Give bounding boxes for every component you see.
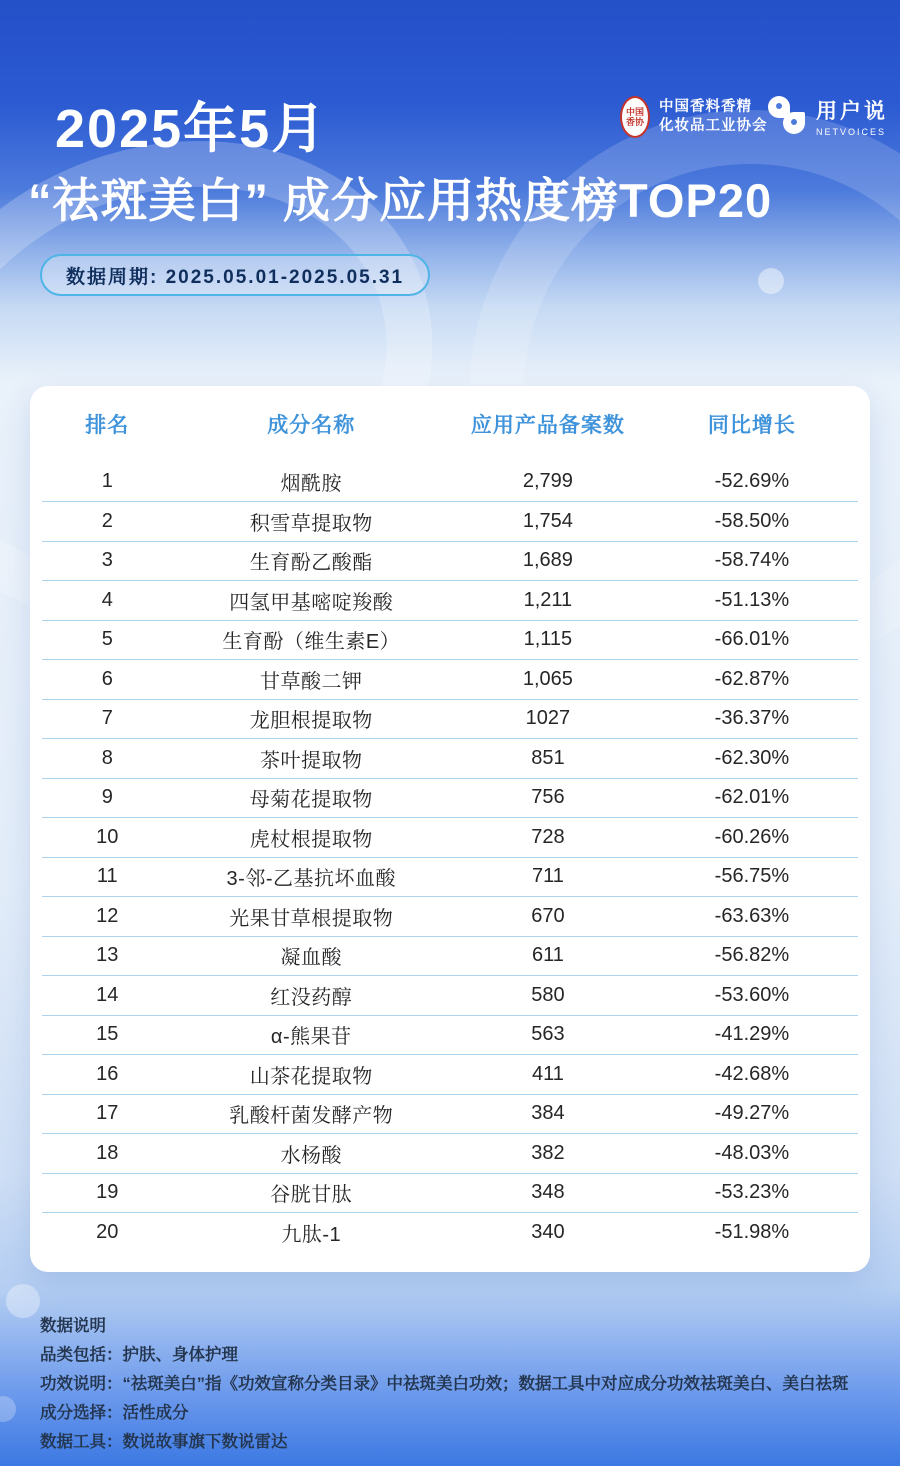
column-header-count: 应用产品备案数 — [470, 414, 625, 437]
growth-cell: -51.13% — [646, 581, 858, 621]
table-row — [42, 778, 858, 818]
count-cell: 563 — [450, 1015, 646, 1055]
count-cell: 348 — [450, 1173, 646, 1213]
netvoices-logo — [768, 94, 888, 138]
table-row — [42, 1094, 858, 1134]
growth-cell: -52.69% — [714, 470, 790, 492]
rank-cell: 4 — [42, 581, 173, 621]
rank-cell: 8 — [42, 739, 173, 779]
growth-cell: -58.74% — [646, 541, 858, 581]
count-cell: 1,115 — [450, 620, 646, 660]
growth-cell: -60.26% — [646, 818, 858, 858]
count-cell: 384 — [450, 1094, 646, 1134]
ingredient-name-cell: 谷胱甘肽 — [173, 1173, 450, 1213]
ingredient-name-cell: 3-邻-乙基抗坏血酸 — [173, 857, 450, 897]
table-header — [42, 386, 858, 462]
table-row — [42, 936, 858, 976]
title-month: 2025年5月 — [55, 99, 328, 159]
growth-cell: -49.27% — [646, 1094, 858, 1134]
table-row — [42, 502, 858, 542]
rank-cell: 20 — [42, 1213, 173, 1253]
ingredient-name-cell: 红没药醇 — [173, 976, 450, 1016]
ingredient-name-cell: 烟酰胺 — [280, 473, 343, 495]
count-cell: 711 — [450, 857, 646, 897]
ingredient-name-cell: 生育酚乙酸酯 — [173, 541, 450, 581]
count-cell: 1027 — [450, 699, 646, 739]
association-name-line2: 化妆品工业协会 — [659, 118, 768, 134]
footer-notes — [40, 1312, 870, 1457]
growth-cell: -42.68% — [646, 1055, 858, 1095]
count-cell: 1,754 — [450, 502, 646, 542]
ingredient-name-cell: 生育酚（维生素E） — [173, 620, 450, 660]
ingredient-name-cell: 山茶花提取物 — [173, 1055, 450, 1095]
rank-cell: 5 — [42, 620, 173, 660]
growth-cell: -66.01% — [646, 620, 858, 660]
count-cell: 340 — [450, 1213, 646, 1253]
rank-cell: 11 — [42, 857, 173, 897]
table-row — [42, 462, 858, 502]
seal-text-top: 中国 — [625, 107, 644, 117]
table-row — [42, 541, 858, 581]
growth-cell: -56.82% — [646, 936, 858, 976]
rank-cell: 14 — [42, 976, 173, 1016]
rank-cell: 9 — [42, 778, 173, 818]
rank-cell: 18 — [42, 1134, 173, 1174]
decorative-bubble — [0, 1396, 16, 1422]
column-header-growth: 同比增长 — [707, 414, 796, 437]
count-cell: 611 — [450, 936, 646, 976]
table-row — [42, 897, 858, 937]
column-header-rank: 排名 — [85, 414, 130, 437]
note-line: 数据说明 — [40, 1317, 106, 1335]
table-row — [42, 1134, 858, 1174]
ingredient-name-cell: 虎杖根提取物 — [173, 818, 450, 858]
ingredient-name-cell: 乳酸杆菌发酵产物 — [173, 1094, 450, 1134]
table-row — [42, 1173, 858, 1213]
association-name-line1: 中国香料香精 — [659, 99, 752, 115]
rank-cell: 17 — [42, 1094, 173, 1134]
note-line: 品类包括：护肤、身体护理 — [40, 1346, 238, 1364]
table-row — [42, 976, 858, 1016]
note-line: 功效说明：“祛斑美白”指《功效宣称分类目录》中祛斑美白功效；数据工具中对应成分功效祛斑美白、美白祛斑 — [40, 1375, 849, 1393]
ranking-table — [42, 386, 858, 1252]
table-row — [42, 660, 858, 700]
decorative-bubble — [6, 1284, 40, 1318]
growth-cell: -62.01% — [646, 778, 858, 818]
note-line: 成分选择：活性成分 — [40, 1404, 189, 1422]
growth-cell: -41.29% — [646, 1015, 858, 1055]
count-cell: 382 — [450, 1134, 646, 1174]
rank-cell: 3 — [42, 541, 173, 581]
netvoices-subtitle: NETVOICES — [816, 127, 887, 137]
growth-cell: -62.87% — [646, 660, 858, 700]
ingredient-name-cell: 水杨酸 — [173, 1134, 450, 1174]
table-row — [42, 1213, 858, 1253]
ingredient-name-cell: 光果甘草根提取物 — [173, 897, 450, 937]
count-cell: 670 — [450, 897, 646, 937]
count-cell: 851 — [450, 739, 646, 779]
seal-text-bottom: 香协 — [625, 117, 644, 127]
table-row — [42, 818, 858, 858]
table-row — [42, 857, 858, 897]
growth-cell: -63.63% — [646, 897, 858, 937]
count-cell: 756 — [450, 778, 646, 818]
count-cell: 411 — [450, 1055, 646, 1095]
rank-cell: 2 — [42, 502, 173, 542]
ranking-table-card — [30, 386, 870, 1272]
growth-cell: -53.60% — [646, 976, 858, 1016]
ingredient-name-cell: α-熊果苷 — [173, 1015, 450, 1055]
growth-cell: -51.98% — [646, 1213, 858, 1253]
table-row — [42, 1055, 858, 1095]
table-row — [42, 739, 858, 779]
table-body — [42, 462, 858, 1252]
table-row — [42, 1015, 858, 1055]
ingredient-name-cell: 母菊花提取物 — [173, 778, 450, 818]
decorative-bubble — [758, 268, 784, 294]
growth-cell: -53.23% — [646, 1173, 858, 1213]
ingredient-name-cell: 凝血酸 — [173, 936, 450, 976]
note-line: 数据工具：数说故事旗下数说雷达 — [40, 1433, 288, 1451]
netvoices-name: 用户说 — [816, 100, 888, 123]
growth-cell: -56.75% — [646, 857, 858, 897]
growth-cell: -58.50% — [646, 502, 858, 542]
rank-cell: 10 — [42, 818, 173, 858]
column-header-name: 成分名称 — [267, 414, 356, 437]
title-main: “祛斑美白” 成分应用热度榜TOP20 — [28, 174, 773, 227]
association-seal-icon — [620, 96, 650, 138]
association-name — [659, 98, 768, 136]
count-cell: 1,211 — [450, 581, 646, 621]
count-cell: 728 — [450, 818, 646, 858]
ingredient-name-cell: 龙胆根提取物 — [173, 699, 450, 739]
ingredient-name-cell: 九肽-1 — [173, 1213, 450, 1253]
table-row — [42, 581, 858, 621]
netvoices-bubbles-icon — [768, 94, 808, 138]
table-row — [42, 620, 858, 660]
rank-cell: 6 — [42, 660, 173, 700]
growth-cell: -36.37% — [646, 699, 858, 739]
data-period-badge: 数据周期: 2025.05.01-2025.05.31 — [40, 254, 430, 296]
rank-cell: 1 — [101, 470, 113, 492]
ingredient-name-cell: 四氢甲基嘧啶羧酸 — [173, 581, 450, 621]
growth-cell: -62.30% — [646, 739, 858, 779]
ingredient-name-cell: 茶叶提取物 — [173, 739, 450, 779]
table-row — [42, 699, 858, 739]
ingredient-name-cell: 甘草酸二钾 — [173, 660, 450, 700]
rank-cell: 7 — [42, 699, 173, 739]
count-cell: 580 — [450, 976, 646, 1016]
ingredient-name-cell: 积雪草提取物 — [173, 502, 450, 542]
count-cell: 2,799 — [522, 470, 573, 492]
rank-cell: 12 — [42, 897, 173, 937]
rank-cell: 19 — [42, 1173, 173, 1213]
rank-cell: 16 — [42, 1055, 173, 1095]
count-cell: 1,065 — [450, 660, 646, 700]
count-cell: 1,689 — [450, 541, 646, 581]
growth-cell: -48.03% — [646, 1134, 858, 1174]
association-logo — [620, 96, 768, 138]
rank-cell: 15 — [42, 1015, 173, 1055]
rank-cell: 13 — [42, 936, 173, 976]
